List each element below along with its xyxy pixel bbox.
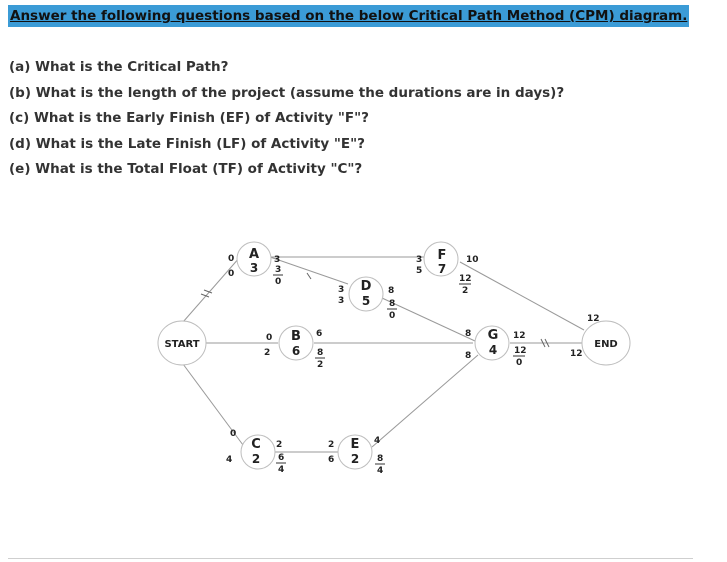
critical-mark	[307, 273, 311, 279]
activity-d-es: 3	[338, 285, 345, 295]
edge-start-a	[183, 257, 240, 322]
activity-f-ls: 5	[416, 266, 423, 276]
activity-c-lf: 6	[278, 453, 285, 463]
activity-f-lf: 12	[459, 274, 472, 284]
activity-g-es: 8	[465, 329, 472, 339]
activity-f-node	[416, 242, 479, 296]
activity-f-ef: 10	[466, 255, 479, 265]
activity-b-ls: 2	[264, 348, 271, 358]
end-node	[570, 314, 630, 365]
question-a: (a) What is the Critical Path?	[9, 59, 229, 75]
activity-f-duration: 7	[437, 262, 447, 276]
activity-a-es: 0	[228, 254, 235, 264]
question-d: (d) What is the Late Finish (LF) of Activity "E"?	[9, 135, 365, 152]
bottom-divider	[8, 558, 693, 559]
activity-c-ls: 4	[226, 455, 233, 465]
question-c: (c) What is the Early Finish (EF) of Activity "F"?	[9, 110, 370, 126]
activity-e-node	[328, 435, 385, 476]
activity-g-node	[465, 326, 527, 368]
activity-d-duration: 5	[361, 294, 371, 308]
question-b: (b) What is the length of the project (assume the durations are in days)?	[9, 84, 565, 101]
edge-d-g	[382, 298, 475, 341]
activity-a-ef: 3	[274, 255, 281, 265]
activity-c-es: 0	[230, 429, 237, 439]
activity-c-ef: 2	[276, 440, 283, 450]
activity-c-id: C	[251, 437, 261, 452]
activity-b-tf: 2	[317, 360, 324, 370]
activity-c-duration: 2	[251, 452, 261, 466]
activity-f-es: 3	[416, 255, 423, 265]
activity-b-es: 0	[266, 333, 273, 343]
activity-g-duration: 4	[488, 343, 498, 357]
activity-c-tf: 4	[278, 465, 285, 475]
assignment-header: Answer the following questions based on the below Critical Path Method (CPM) diagram.	[8, 5, 689, 27]
activity-b-lf: 8	[317, 348, 324, 358]
activity-e-es: 2	[328, 440, 335, 450]
activity-g-ef: 12	[513, 331, 526, 341]
start-label: START	[164, 339, 200, 350]
activity-b-node	[264, 326, 325, 370]
edge-f-end	[460, 262, 584, 330]
activity-e-lf: 8	[377, 454, 384, 464]
activity-g-lf: 12	[514, 346, 527, 356]
activity-d-tf: 0	[389, 311, 396, 321]
end-early-start: 12	[587, 314, 600, 324]
activity-g-ls: 8	[465, 351, 472, 361]
activity-b-ef: 6	[316, 329, 323, 339]
activity-e-ef: 4	[374, 436, 381, 446]
activity-e-tf: 4	[377, 466, 384, 476]
start-node	[158, 321, 206, 365]
activity-a-lf: 3	[275, 265, 282, 275]
activity-a-id: A	[248, 247, 260, 262]
activity-e-ls: 6	[328, 455, 335, 465]
activity-f-id: F	[437, 248, 447, 263]
activity-f-tf: 2	[462, 286, 469, 296]
edge-e-g	[372, 355, 478, 447]
activity-b-id: B	[291, 329, 301, 344]
activity-g-id: G	[487, 328, 499, 343]
activity-e-id: E	[350, 437, 360, 452]
activity-g-tf: 0	[516, 358, 523, 368]
activity-d-lf: 8	[389, 299, 396, 309]
activity-d-ef: 8	[388, 286, 395, 296]
activity-e-duration: 2	[350, 452, 360, 466]
question-e: (e) What is the Total Float (TF) of Activity "C"?	[9, 161, 363, 177]
end-late-start: 12	[570, 349, 583, 359]
edge-a-d	[270, 257, 348, 284]
end-label: END	[594, 339, 618, 350]
activity-a-node	[228, 242, 283, 287]
activity-b-duration: 6	[291, 344, 301, 358]
activity-a-tf: 0	[275, 277, 282, 287]
activity-a-duration: 3	[249, 261, 259, 275]
activity-d-id: D	[360, 279, 372, 294]
activity-d-ls: 3	[338, 296, 345, 306]
activity-a-ls: 0	[228, 269, 235, 279]
